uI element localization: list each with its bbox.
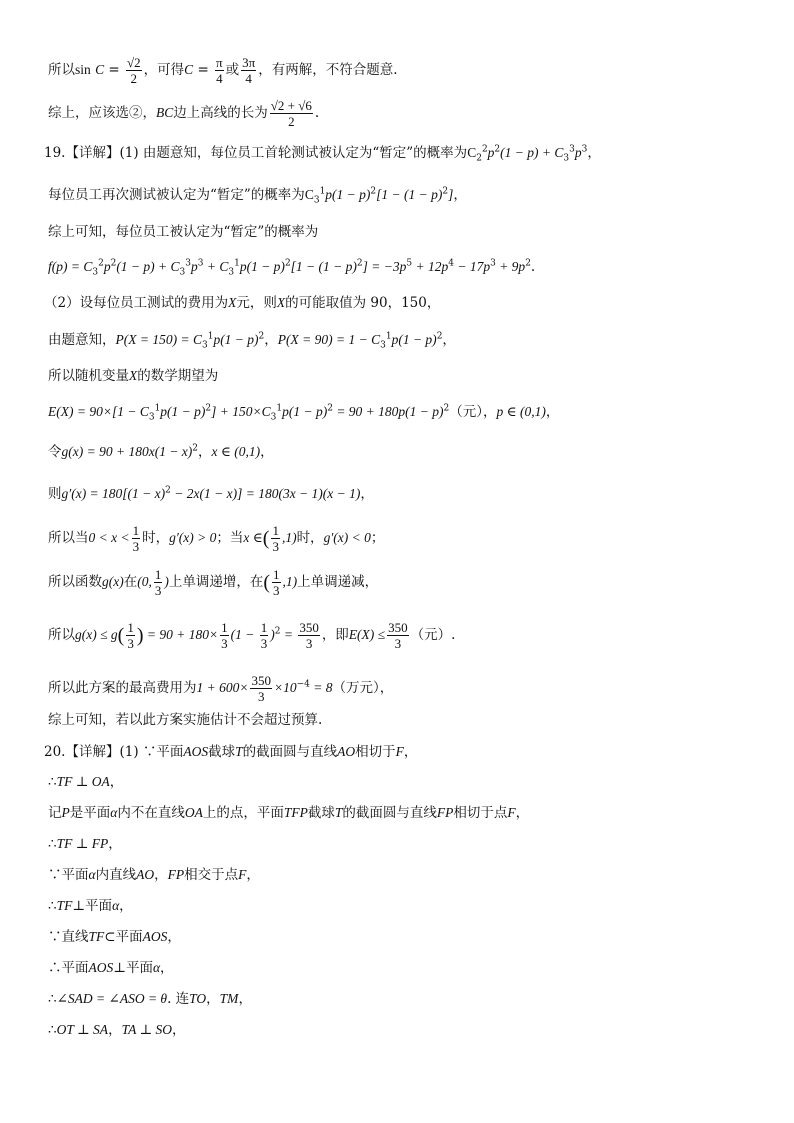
- denominator: 3: [273, 583, 280, 598]
- text: 所以随机变量: [48, 368, 129, 384]
- math: OT ⊥ SA: [56, 1022, 109, 1037]
- text: 由题意知，: [48, 332, 116, 348]
- math: TF: [88, 929, 105, 944]
- math: ]: [448, 187, 454, 202]
- text: 时，: [296, 530, 324, 546]
- math: 3: [490, 258, 496, 269]
- text: ，可得: [143, 62, 185, 78]
- math: 2: [165, 485, 171, 496]
- math: 1: [276, 403, 283, 414]
- math: (1 − p) + C: [500, 145, 564, 160]
- math: ): [164, 574, 169, 589]
- text: 元，则: [236, 295, 277, 311]
- fraction: [270, 98, 313, 129]
- text: 或: [225, 62, 240, 78]
- text: 上单调递增，在: [168, 574, 264, 590]
- text: 的可能取值为 90，150，: [285, 295, 441, 311]
- denominator: 3: [257, 689, 265, 704]
- text: 所以: [48, 627, 75, 643]
- text-line-21: [48, 834, 764, 854]
- denominator: 2: [130, 71, 138, 86]
- text: （元）.: [410, 627, 456, 643]
- text: （2）设每位员工测试的费用为: [44, 295, 229, 311]
- fraction: [154, 567, 163, 598]
- text-line-16: [48, 673, 764, 704]
- math: 2: [192, 443, 199, 454]
- math: 2: [205, 403, 212, 414]
- text-line-19: [48, 772, 764, 792]
- math: α: [110, 805, 118, 820]
- text: ，: [264, 332, 278, 348]
- text-line-9: [48, 366, 764, 386]
- numerator: 1: [127, 620, 134, 635]
- text: 令: [48, 444, 62, 460]
- math: E(X) ≤: [348, 627, 386, 642]
- math: g′(x) < 0: [323, 530, 371, 545]
- text: ，: [238, 991, 252, 1007]
- math: p(1 − p): [391, 332, 437, 347]
- text: ，有两解，不符合题意.: [258, 62, 398, 78]
- math: P(X = 150) = C: [115, 332, 202, 347]
- fraction: [215, 55, 224, 86]
- math: T: [235, 744, 243, 759]
- text: 截球: [307, 805, 335, 821]
- text-line-14: [48, 567, 764, 598]
- text: 所以: [48, 62, 75, 78]
- fraction: [298, 620, 320, 651]
- math: AO: [136, 867, 155, 882]
- text: ，: [160, 960, 174, 976]
- text: ∴: [48, 898, 57, 914]
- text-line-13: [48, 523, 764, 554]
- math: =: [280, 627, 297, 642]
- math: + 12p: [412, 259, 449, 274]
- denominator: 3: [260, 636, 268, 651]
- text: 的截面圆与直线: [342, 805, 437, 821]
- text: 所以此方案的最高费用为: [48, 680, 197, 696]
- math: p ∈ (0,1): [496, 404, 546, 419]
- text-line-24: [48, 927, 764, 947]
- text: . 连: [167, 991, 190, 1007]
- math: ,1): [281, 530, 297, 545]
- text: 相切于点: [453, 805, 508, 821]
- math: (0,: [137, 574, 152, 589]
- numerator: 1: [221, 620, 228, 635]
- numerator: √2 + √6: [270, 98, 312, 113]
- text: 所以函数: [48, 574, 102, 590]
- math: AO: [337, 744, 356, 759]
- math: 2: [476, 153, 482, 164]
- math: 2: [356, 258, 363, 269]
- text: 20.【详解】(1) ∵平面: [44, 744, 184, 760]
- text: 综上可知，每位员工被认定为“暂定”的概率为: [48, 224, 319, 240]
- text: ∴: [48, 774, 57, 790]
- text-line-12: [48, 484, 764, 504]
- math: 3: [581, 144, 588, 155]
- math: TA ⊥ SO: [121, 1022, 173, 1037]
- math: F: [238, 867, 247, 882]
- math: ] + 150×C: [211, 404, 271, 419]
- text: ，: [403, 744, 418, 760]
- math: ,1): [282, 574, 298, 589]
- text: ⊂平面: [104, 929, 143, 945]
- text: （元），: [449, 404, 497, 420]
- text: ∴: [48, 991, 57, 1007]
- numerator: 1: [272, 523, 279, 538]
- math: 1 + 600×: [196, 680, 249, 695]
- text: ∴: [48, 1022, 57, 1038]
- fraction: [126, 55, 142, 86]
- text-line-10: [48, 402, 764, 422]
- math: 3: [569, 144, 575, 155]
- math: 3: [313, 195, 320, 206]
- math: (1 −: [230, 627, 258, 642]
- fraction: [126, 620, 135, 651]
- fraction: [387, 620, 409, 651]
- math: 2: [98, 258, 104, 269]
- math: 3: [197, 258, 204, 269]
- math: 1: [319, 186, 326, 197]
- math: X: [276, 295, 286, 310]
- denominator: 3: [221, 636, 228, 651]
- math: g(x) ≤ g: [75, 627, 118, 642]
- text: 在: [123, 574, 138, 590]
- math: AOS: [183, 744, 209, 759]
- fraction: [272, 567, 281, 598]
- math: + C: [203, 259, 229, 274]
- math: [1 − (1 − p): [290, 259, 357, 274]
- math: 3: [201, 340, 208, 351]
- text: 内不在直线: [117, 805, 185, 821]
- math: p: [103, 259, 111, 274]
- numerator: π: [216, 55, 223, 70]
- text-line-20: [48, 803, 764, 823]
- math: 3: [148, 412, 155, 423]
- denominator: 4: [216, 71, 223, 86]
- text-line-25: [48, 958, 764, 978]
- numerator: √2: [126, 55, 141, 70]
- text: 时，: [142, 530, 170, 546]
- math: p(1 − p): [160, 404, 206, 419]
- math: p(1 − p): [282, 404, 328, 419]
- math: p: [487, 145, 495, 160]
- math: TF ⊥ FP: [56, 836, 109, 851]
- math: g(x) = 90 + 180x(1 − x): [61, 444, 193, 459]
- math: 2: [327, 403, 333, 414]
- text: ，: [515, 805, 530, 821]
- math: = 8: [309, 680, 333, 695]
- math: x ∈: [243, 530, 263, 545]
- math: α: [88, 867, 96, 882]
- text-line-22: [48, 865, 764, 885]
- paren: (: [117, 624, 125, 647]
- math: p(1 − p): [325, 187, 371, 202]
- math: 2: [274, 626, 281, 637]
- text-line-23: [48, 896, 764, 916]
- text-line-3: [44, 143, 764, 163]
- text: ，: [198, 444, 212, 460]
- math: 1: [154, 403, 161, 414]
- text: 边上高线的长为: [173, 105, 268, 121]
- math: g(x): [102, 574, 124, 589]
- text: 是平面: [69, 805, 111, 821]
- math: α: [112, 898, 120, 913]
- math: = 90 + 180×: [143, 627, 219, 642]
- numerator: 3π: [242, 55, 256, 70]
- math: 2: [370, 186, 377, 197]
- math: [1 − (1 − p): [376, 187, 443, 202]
- math: TF: [56, 898, 73, 913]
- math: E(X) = 90×[1 − C: [48, 404, 149, 419]
- numerator: 350: [299, 620, 319, 635]
- math: 2: [481, 144, 488, 155]
- math: 2: [258, 331, 265, 342]
- text: ⊥平面: [72, 898, 113, 914]
- text: 相切于: [355, 744, 396, 760]
- text-line-1: [48, 55, 764, 86]
- numerator: 1: [273, 567, 280, 582]
- math: =: [197, 62, 209, 78]
- text: 所以当: [48, 530, 89, 546]
- text: ，: [587, 145, 601, 161]
- math: g′(x) = 180[(1 − x): [61, 486, 166, 501]
- numerator: 1: [154, 567, 162, 582]
- text: 则: [48, 486, 62, 502]
- text-line-18: [44, 742, 764, 762]
- text: 记: [48, 805, 62, 821]
- text: ，: [109, 774, 124, 790]
- denominator: 4: [245, 71, 252, 86]
- text: ，: [154, 867, 168, 883]
- text-line-5: [48, 222, 764, 242]
- math: 2: [443, 403, 450, 414]
- text: 截球: [208, 744, 236, 760]
- math: = 90 + 180p(1 − p): [332, 404, 444, 419]
- text: （万元），: [332, 680, 394, 696]
- text: 19.【详解】(1) 由题意知，每位员工首轮测试被认定为“暂定”的概率为: [44, 145, 468, 161]
- text: 相交于点: [184, 867, 239, 883]
- denominator: 3: [127, 636, 134, 651]
- text: 内直线: [95, 867, 137, 883]
- math: 3: [228, 267, 235, 278]
- math: + 9p: [495, 259, 526, 274]
- text: ，: [206, 991, 220, 1007]
- text: ；: [370, 530, 385, 546]
- text: 的截面圆与直线: [242, 744, 338, 760]
- text: ，即: [321, 627, 349, 643]
- text-line-6: [48, 257, 764, 277]
- text: ，: [246, 867, 260, 883]
- math: C: [184, 62, 194, 77]
- math: 4: [448, 258, 454, 269]
- numerator: 1: [132, 523, 140, 538]
- math: f(p) = C: [48, 259, 93, 274]
- text: ∵平面: [48, 867, 89, 883]
- math: T: [334, 805, 343, 820]
- math: P: [61, 805, 70, 820]
- text: ，: [260, 444, 274, 460]
- fraction: [220, 620, 229, 651]
- math: sin: [75, 62, 91, 77]
- math: C: [467, 145, 477, 160]
- math: 2: [442, 186, 449, 197]
- math: 2: [436, 331, 443, 342]
- math: 2: [284, 258, 291, 269]
- math: AOS: [142, 929, 168, 944]
- math: − 2x(1 − x)] = 180(3x − 1)(x − 1): [170, 486, 361, 501]
- text: ，: [119, 898, 133, 914]
- text: ∴平面: [48, 960, 89, 976]
- math: −4: [296, 679, 310, 690]
- text: ；当: [216, 530, 244, 546]
- math: 1: [234, 258, 240, 269]
- text: 上单调递减，: [297, 574, 379, 590]
- text-line-2: [48, 98, 764, 129]
- text-line-4: [48, 185, 764, 205]
- numerator: 1: [260, 620, 268, 635]
- math: 1: [207, 331, 214, 342]
- math: X: [228, 295, 237, 310]
- math: 3: [563, 153, 570, 164]
- math: 3: [380, 340, 386, 351]
- text: ∵直线: [48, 929, 89, 945]
- math: X: [129, 368, 138, 383]
- text: ，: [108, 836, 122, 852]
- denominator: 3: [272, 539, 279, 554]
- text: 上的点，平面: [202, 805, 284, 821]
- text-line-17: [48, 710, 764, 730]
- math: 0 < x <: [88, 530, 130, 545]
- math: (1 − p) + C: [116, 259, 180, 274]
- text: ∴: [48, 836, 57, 852]
- text-line-27: [48, 1020, 764, 1040]
- paren: ): [136, 624, 144, 647]
- math: 3: [179, 267, 186, 278]
- math: 3: [270, 412, 277, 423]
- math: x ∈ (0,1): [211, 444, 261, 459]
- text: ，: [453, 187, 467, 203]
- math: F: [395, 744, 404, 759]
- text: 综上，应该选②，: [48, 105, 156, 121]
- math: FP: [167, 867, 185, 882]
- text: 的数学期望为: [137, 368, 219, 384]
- fraction: [250, 673, 272, 704]
- math: 3: [185, 258, 191, 269]
- text-line-11: [48, 442, 764, 462]
- text: .: [530, 259, 536, 275]
- math: BC: [156, 105, 174, 120]
- text: ，: [545, 404, 560, 420]
- text: 综上可知，若以此方案实施估计不会超过预算.: [48, 712, 323, 728]
- math: α: [152, 960, 161, 975]
- math: FP: [436, 805, 454, 820]
- math: 2: [110, 258, 117, 269]
- text: ，: [108, 1022, 122, 1038]
- fraction: [271, 523, 280, 554]
- denominator: 3: [394, 636, 402, 651]
- denominator: 3: [154, 583, 162, 598]
- math: C: [95, 62, 105, 77]
- math: ] = −3p: [362, 259, 407, 274]
- math: TO: [189, 991, 207, 1006]
- math: TM: [219, 991, 239, 1006]
- paren: (: [262, 527, 270, 550]
- text-line-7: [44, 293, 764, 313]
- math: ×10: [273, 680, 297, 695]
- math: TF ⊥ OA: [56, 774, 110, 789]
- math: ): [270, 627, 275, 642]
- math: p: [574, 145, 582, 160]
- denominator: 2: [288, 114, 295, 129]
- math: P(X = 90) = 1 − C: [277, 332, 381, 347]
- text: ，: [360, 486, 374, 502]
- math: =: [108, 62, 120, 78]
- math: g′(x) > 0: [169, 530, 217, 545]
- math: 2: [525, 258, 531, 269]
- text: ，: [167, 929, 181, 945]
- denominator: 3: [132, 539, 140, 554]
- fraction: [132, 523, 141, 554]
- math: AOS: [88, 960, 114, 975]
- math: 1: [385, 331, 392, 342]
- math: ∠SAD = ∠ASO = θ: [56, 991, 168, 1006]
- math: p: [191, 259, 198, 274]
- fraction: [260, 620, 269, 651]
- text: ，: [442, 332, 456, 348]
- paren: (: [263, 571, 271, 594]
- math: F: [507, 805, 516, 820]
- math: − 17p: [453, 259, 491, 274]
- numerator: 350: [388, 620, 408, 635]
- fraction: [241, 55, 256, 86]
- text-line-26: [48, 989, 764, 1009]
- math: TFP: [283, 805, 308, 820]
- math: 5: [406, 258, 413, 269]
- denominator: 3: [305, 636, 313, 651]
- math: 3: [92, 267, 99, 278]
- text-line-15: [48, 620, 764, 651]
- math: OA: [184, 805, 203, 820]
- text: ⊥平面: [113, 960, 153, 976]
- math: p(1 − p): [213, 332, 259, 347]
- text: .: [314, 105, 320, 121]
- text: 每位员工再次测试被认定为“暂定”的概率为: [48, 187, 305, 203]
- numerator: 350: [251, 673, 271, 688]
- text: ，: [172, 1022, 186, 1038]
- math: p(1 − p): [239, 259, 285, 274]
- math: C: [304, 187, 314, 202]
- math: 2: [494, 144, 501, 155]
- text-line-8: [48, 330, 764, 350]
